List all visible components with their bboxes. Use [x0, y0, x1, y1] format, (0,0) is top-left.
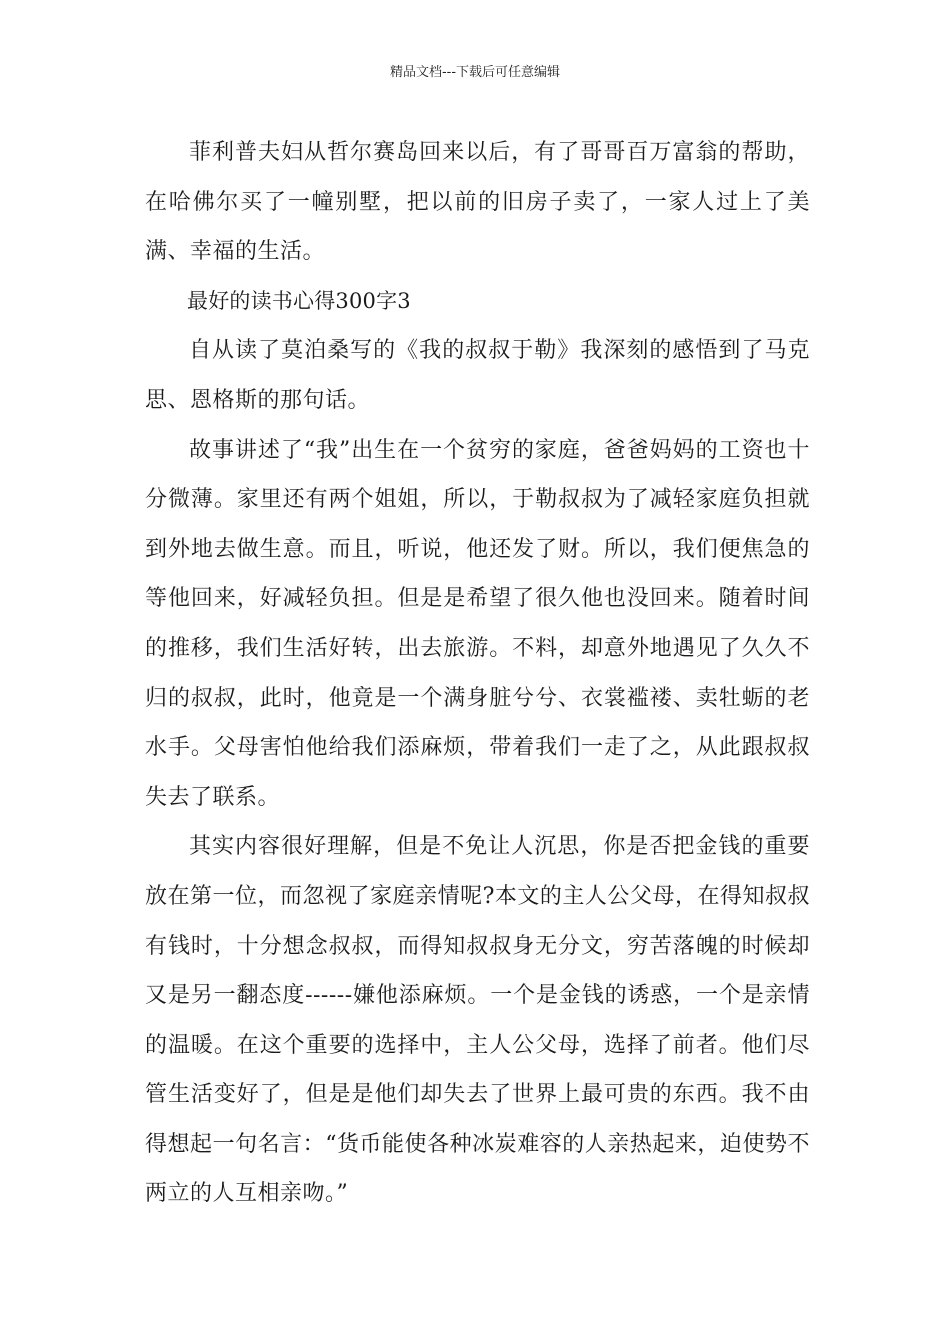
paragraph: 自从读了莫泊桑写的《我的叔叔于勒》我深刻的感悟到了马克思、恩格斯的那句话。	[145, 338, 810, 413]
paragraph: 其实内容很好理解，但是不免让人沉思，你是否把金钱的重要放在第一位，而忽视了家庭亲情呢?本文的主人公父母，在得知叔叔有钱时，十分想念叔叔，而得知叔叔身无分文，穷苦落魄的时候却又是另一翻态度------嫌他添麻烦。一个是金钱的诱惑，一个是亲情的温暖。在这个重要的选择中，主人公父母，选择了前者。他们尽管生活变好了，但是是他们却失去了世界上最可贵的东西。我不由得想起一句名言：“货币能使各种冰炭难容的人亲热起来，迫使势不两立的人互相亲吻。”	[145, 834, 810, 1207]
page-header: 精品文档---下载后可任意编辑	[389, 65, 561, 80]
document-body	[145, 128, 810, 1219]
paragraph: 故事讲述了“我”出生在一个贫穷的家庭，爸爸妈妈的工资也十分微薄。家里还有两个姐姐，所以，于勒叔叔为了减轻家庭负担就到外地去做生意。而且，听说，他还发了财。所以，我们便焦急的等他回来，好减轻负担。但是是希望了很久他也没回来。随着时间的推移，我们生活好转，出去旅游。不料，却意外地遇见了久久不归的叔叔，此时，他竟是一个满身脏兮兮、衣裳褴褛、卖牡蛎的老水手。父母害怕他给我们添麻烦，带着我们一走了之，从此跟叔叔失去了联系。	[145, 437, 810, 810]
section-heading: 最好的读书心得300字3	[187, 288, 411, 313]
paragraph: 菲利普夫妇从哲尔赛岛回来以后，有了哥哥百万富翁的帮助，在哈佛尔买了一幢别墅，把以前的旧房子卖了，一家人过上了美满、幸福的生活。	[145, 140, 810, 265]
